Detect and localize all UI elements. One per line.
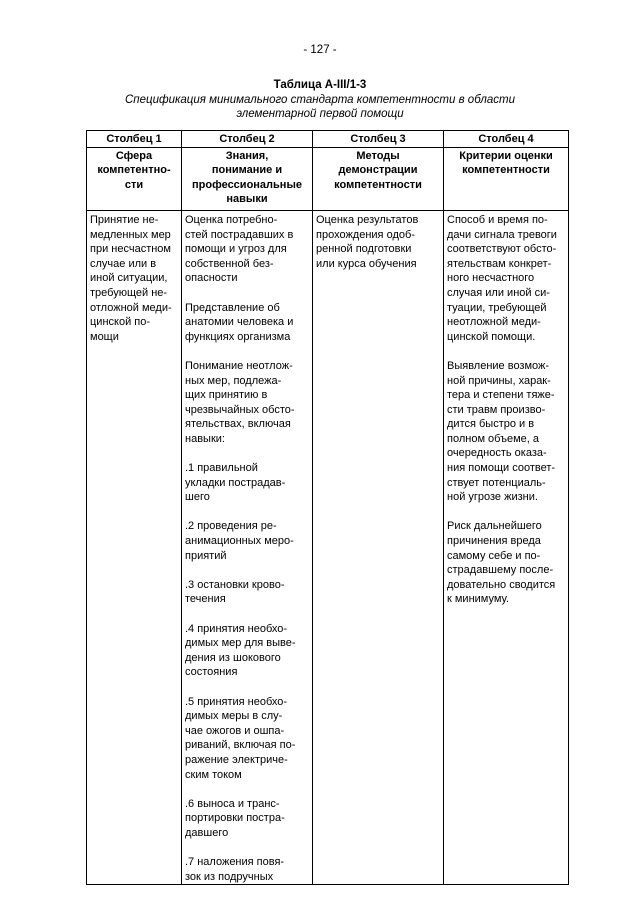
cell-line: довательно сводится [447, 578, 556, 591]
skill-item: димых меры в слу- [185, 710, 283, 723]
skill-item: ражение электриче- [185, 753, 288, 766]
header-line: сти [124, 178, 144, 191]
cell-line: дится быстро и в [447, 418, 535, 431]
cell-line: дачи сигнала тревоги [447, 228, 557, 241]
table-row [87, 210, 569, 884]
cell-line: причинения вреда [447, 535, 541, 548]
cell-methods [313, 210, 444, 884]
paragraph-gap [185, 680, 309, 695]
paragraph-gap [185, 344, 309, 359]
header-line: компетентности [334, 178, 422, 191]
cell-knowledge [182, 210, 313, 884]
paragraph-gap [447, 505, 565, 520]
header-line: понимание и [211, 164, 283, 177]
skill-item: .6 выноса и транс- [185, 797, 280, 810]
cell-line: анатомии человека и [185, 316, 294, 329]
cell-line: или курса обучения [316, 257, 417, 270]
cell-line: иной ситуации, [90, 272, 168, 285]
cell-line: Принятие не- [90, 213, 159, 226]
paragraph-gap [185, 782, 309, 797]
cell-line: мощи [90, 330, 119, 343]
paragraph-gap [185, 286, 309, 301]
cell-criteria [444, 210, 569, 884]
cell-line: ных мер, подлежа- [185, 374, 282, 387]
cell-line: ренной подготовки [316, 243, 412, 256]
cell-line: при несчастном [90, 243, 171, 256]
skill-item: .2 проведения ре- [185, 520, 277, 533]
cell-line: Способ и время по- [447, 213, 548, 226]
cell-line: случае или в [90, 257, 157, 270]
cell-line: ствует потенциаль- [447, 476, 546, 489]
column-header-methods [313, 147, 444, 210]
skill-item: .3 остановки крово- [185, 578, 285, 591]
cell-competence [87, 210, 182, 884]
skill-item: .4 принятия необхо- [185, 622, 288, 635]
cell-line: Оценка результатов [316, 213, 419, 226]
cell-line: Понимание неотлож- [185, 359, 293, 372]
paragraph-gap [185, 607, 309, 622]
column-number: Столбец 3 [313, 131, 444, 148]
cell-line: стей пострадавших в [185, 228, 294, 241]
cell-line: ной угрозе жизни. [447, 491, 538, 504]
table-title: Таблица A-III/1-3 [273, 79, 367, 91]
cell-line: соответствуют обсто- [447, 243, 557, 256]
paragraph-gap [185, 563, 309, 578]
skill-item: .5 принятия необхо- [185, 695, 288, 708]
skill-item: течения [185, 593, 226, 606]
cell-line: очередность оказа- [447, 447, 547, 460]
cell-line: к минимуму. [447, 593, 509, 606]
cell-line: собственной без- [185, 257, 274, 270]
cell-line: цинской помощи. [447, 330, 536, 343]
cell-line: неотложной меди- [447, 316, 541, 329]
cell-line: Риск дальнейшего [447, 520, 542, 533]
skill-item: .7 наложения повя- [185, 856, 285, 869]
skill-item: дения из шокового [185, 651, 281, 664]
cell-line: отложной меди- [90, 301, 172, 314]
cell-line: навыки: [185, 432, 225, 445]
cell-line: сти травм произво- [447, 403, 546, 416]
cell-line: Представление об [185, 301, 280, 314]
header-line: Критерии оценки [459, 149, 553, 162]
cell-line: Оценка потребно- [185, 213, 278, 226]
skill-item: зок из подручных [185, 870, 274, 883]
header-line: компетентно- [97, 164, 171, 177]
skill-item: укладки пострадав- [185, 476, 286, 489]
cell-line: самому себе и по- [447, 549, 541, 562]
cell-line: полном объеме, а [447, 432, 540, 445]
subtitle-line: элементарной первой помощи [236, 108, 404, 120]
subtitle-line: Спецификация минимального стандарта компетентности в области [124, 94, 516, 106]
skill-item: ским током [185, 768, 242, 781]
cell-line: помощи и угроз для [185, 243, 287, 256]
cell-line: опасности [185, 272, 238, 285]
header-line: демонстрации [338, 164, 418, 177]
header-line: профессиональные [192, 178, 302, 191]
column-header-row [87, 147, 569, 210]
column-number: Столбец 4 [444, 131, 569, 148]
cell-line: ния помощи соответ- [447, 462, 556, 475]
header-line: Сфера [115, 149, 153, 162]
column-number: Столбец 2 [182, 131, 313, 148]
column-number: Столбец 1 [87, 131, 182, 148]
cell-line: медленных мер [90, 228, 171, 241]
column-header-criteria [444, 147, 569, 210]
cell-line: прохождения одоб- [316, 228, 415, 241]
table-subtitle [100, 93, 540, 121]
page-number: - 127 - [303, 44, 337, 56]
cell-line: Выявление возмож- [447, 359, 550, 372]
skill-item: .1 правильной [185, 462, 258, 475]
cell-line: требующей не- [90, 286, 168, 299]
cell-line: ятельствах, включая [185, 418, 291, 431]
cell-line: случая или иной си- [447, 286, 550, 299]
skill-item: риваний, включая по- [185, 739, 296, 752]
skill-item: приятий [185, 549, 227, 562]
paragraph-gap [185, 505, 309, 520]
paragraph-gap [185, 841, 309, 856]
competence-table [86, 130, 569, 885]
cell-line: ятельствам конкрет- [447, 257, 552, 270]
header-line: навыки [226, 193, 268, 206]
skill-item: димых мер для выве- [185, 637, 296, 650]
column-header-competence [87, 147, 182, 210]
skill-item: анимационных меро- [185, 535, 294, 548]
cell-line: тера и степени тяже- [447, 389, 555, 402]
cell-line: ного несчастного [447, 272, 535, 285]
skill-item: портировки постра- [185, 812, 285, 825]
skill-item: состояния [185, 666, 238, 679]
column-header-knowledge [182, 147, 313, 210]
cell-line: щих принятию в [185, 389, 268, 402]
cell-line: страдавшему после- [447, 564, 554, 577]
cell-line: функциях организма [185, 330, 291, 343]
paragraph-gap [447, 344, 565, 359]
skill-item: давшего [185, 826, 229, 839]
column-number-row [87, 131, 569, 148]
header-line: компетентности [462, 164, 550, 177]
skill-item: чае ожогов и ошпа- [185, 724, 285, 737]
cell-line: чрезвычайных обсто- [185, 403, 295, 416]
header-line: Знания, [225, 149, 269, 162]
cell-line: ной причины, харак- [447, 374, 551, 387]
header-line: Методы [356, 149, 400, 162]
cell-line: туации, требующей [447, 301, 547, 314]
cell-line: цинской по- [90, 316, 151, 329]
paragraph-gap [185, 446, 309, 461]
skill-item: шего [185, 491, 210, 504]
